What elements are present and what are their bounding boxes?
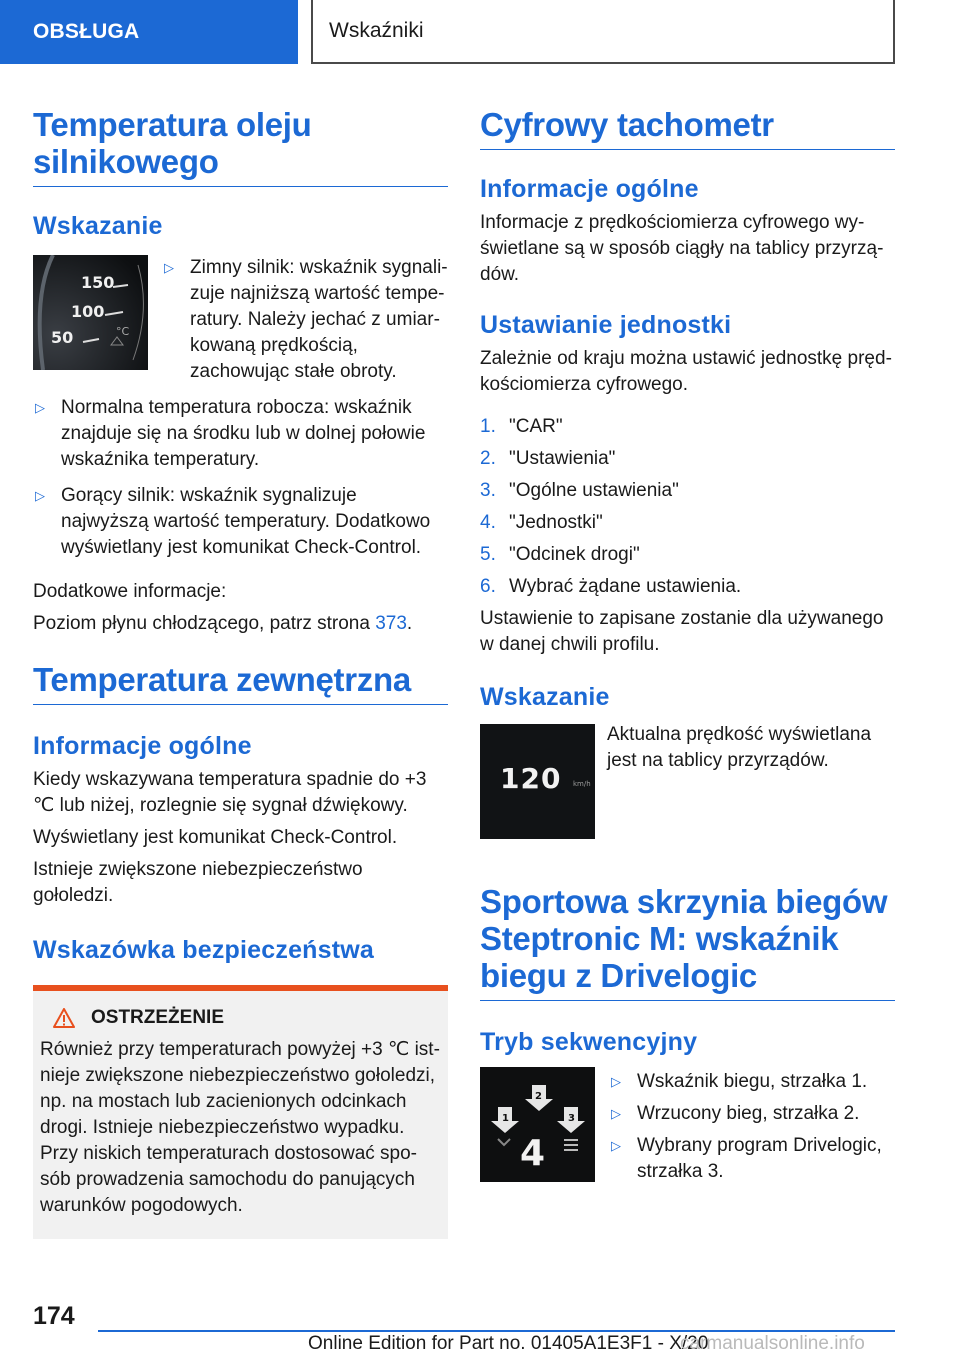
speed-unit: km/h xyxy=(573,780,591,788)
arrow-label-1: 1 xyxy=(502,1113,509,1124)
heading-sequential: Tryb sekwencyjny xyxy=(480,1028,698,1056)
list-item: ▷ Zimny silnik: wskaźnik sygnalizuje najniższą wartość temperatury. Należy jechać z umiarkowaną prędkością, zachowując stałe obroty. xyxy=(164,257,448,382)
page-number: 174 xyxy=(33,1302,75,1330)
heading-outside-temperature: Temperatura zewnętrzna xyxy=(33,661,448,705)
oil-bullets xyxy=(162,255,448,385)
list-item: ▷ Wybrany program Drivelogic, strzałka 3. xyxy=(611,1135,882,1182)
chapter-label: Wskaźniki xyxy=(329,19,424,42)
list-item: 6. Wybrać żądane ustawienia. xyxy=(480,576,742,597)
list-item: ▷ Wrzucony bieg, strzałka 2. xyxy=(609,1101,895,1127)
heading-display-speed: Wskazanie xyxy=(480,683,610,711)
gear-indicator-icon xyxy=(480,1067,595,1182)
triangle-bullet-icon: ▷ xyxy=(611,1138,621,1153)
tacho-general-text: Informacje z prędkościomierza cyfrowego wyświetlane są w sposób ciągły na tablicy przyrządów. xyxy=(480,212,884,285)
section-label: OBSŁUGA xyxy=(33,20,140,43)
digital-speed-icon xyxy=(480,724,595,839)
edition-text: Online Edition for Part no. 01405A1E3F1 - X/20 xyxy=(308,1333,709,1354)
extra-info: Dodatkowe informacje: xyxy=(33,581,227,602)
left-column xyxy=(33,100,448,1239)
gear-bullets xyxy=(609,1069,895,1185)
gear-indicator-image xyxy=(480,1067,595,1182)
heading-gearbox: Sportowa skrzynia biegów Steptronic M: wskaźnik biegu z Drivelogic xyxy=(480,883,895,1001)
speed-display-image xyxy=(480,724,595,839)
oil-gauge-icon xyxy=(33,255,148,370)
general-text-3: Istnieje zwiększone niebezpieczeństwo gołoledzi. xyxy=(33,859,363,906)
units-steps xyxy=(480,414,895,600)
heading-digital-tacho: Cyfrowy tachometr xyxy=(480,106,895,150)
heading-set-units: Ustawianie jednostki xyxy=(480,311,732,339)
saved-text: Ustawienie to zapisane zostanie dla używanego w danej chwili profilu. xyxy=(480,608,884,655)
general-text-1: Kiedy wskazywana temperatura spadnie do +3 ℃ lub niżej, rozlegnie się sygnał dźwiękowy. xyxy=(33,769,427,816)
speed-display-block xyxy=(480,724,895,839)
warning-box xyxy=(33,985,448,1239)
oil-bullets-cont xyxy=(33,395,448,561)
gauge-unit: °C xyxy=(116,325,130,338)
oil-display-block xyxy=(33,255,448,385)
list-item: 4. "Jednostki" xyxy=(480,512,603,533)
right-column xyxy=(480,100,895,1185)
list-item: ▷ Wskaźnik biegu, strzałka 1. xyxy=(609,1069,895,1095)
list-item: ▷ Gorący silnik: wskaźnik sygnalizuje najwyższą wartość temperatury. Dodatkowo wyświetlany jest komunikat Check-Control. xyxy=(35,485,431,558)
watermark: carmanualsonline.info xyxy=(680,1333,865,1354)
section-tab xyxy=(0,0,298,64)
gear-display-block xyxy=(480,1067,895,1185)
heading-oil-temperature: Temperatura oleju silnikowego xyxy=(33,106,448,187)
arrow-label-3: 3 xyxy=(568,1113,575,1124)
general-text-2: Wyświetlany jest komunikat Check-Control. xyxy=(33,827,398,848)
heading-safety: Wskazówka bezpieczeństwa xyxy=(33,936,375,964)
triangle-bullet-icon: ▷ xyxy=(35,488,45,503)
heading-general-tacho: Informacje ogólne xyxy=(480,175,699,203)
current-gear: 4 xyxy=(520,1133,546,1174)
speed-display-text: Aktualna prędkość wyświetlana jest na tablicy przyrządów. xyxy=(607,724,872,771)
list-item: 3. "Ogólne ustawienia" xyxy=(480,480,679,501)
gauge-label-100: 100 xyxy=(71,302,105,321)
coolant-reference: Poziom płynu chłodzącego, patrz strona 373. xyxy=(33,613,413,634)
warning-header xyxy=(40,1007,440,1029)
arrow-label-2: 2 xyxy=(535,1091,542,1102)
heading-general-outside: Informacje ogólne xyxy=(33,732,252,760)
list-item: 2. "Ustawienia" xyxy=(480,448,616,469)
triangle-bullet-icon: ▷ xyxy=(611,1106,621,1121)
speed-value: 120 xyxy=(500,762,562,795)
triangle-bullet-icon: ▷ xyxy=(164,260,174,275)
warning-triangle-icon xyxy=(53,1008,75,1028)
chapter-tab xyxy=(311,0,895,64)
gauge-label-150: 150 xyxy=(81,273,115,292)
footer-divider xyxy=(98,1330,895,1332)
triangle-bullet-icon: ▷ xyxy=(611,1074,621,1089)
list-item: 5. "Odcinek drogi" xyxy=(480,544,640,565)
list-item: ▷ Normalna temperatura robocza: wskaźnik znajduje się na środku lub w dolnej połowie wskaźnika temperatury. xyxy=(35,397,426,470)
heading-display-oil: Wskazanie xyxy=(33,212,163,240)
list-item: 1. "CAR" xyxy=(480,416,563,437)
warning-text: Również przy temperaturach powyżej +3 ℃ istnieje zwiększone niebezpieczeństwo gołoledzi, np. na mostach lub zacienionych odcinkach drogi. Istnieje niebezpieczeństwo wypadku. Przy niskich temperaturach dostosować sposób prowadzenia samochodu do panujących warunków pogodowych. xyxy=(40,1039,440,1216)
warning-title: OSTRZEŻENIE xyxy=(91,1007,225,1028)
triangle-bullet-icon: ▷ xyxy=(35,400,45,415)
page-link-373[interactable]: 373 xyxy=(375,613,407,634)
gauge-label-50: 50 xyxy=(51,328,74,347)
units-text: Zależnie od kraju można ustawić jednostkę prędkościomierza cyfrowego. xyxy=(480,348,892,395)
oil-gauge-image xyxy=(33,255,148,370)
